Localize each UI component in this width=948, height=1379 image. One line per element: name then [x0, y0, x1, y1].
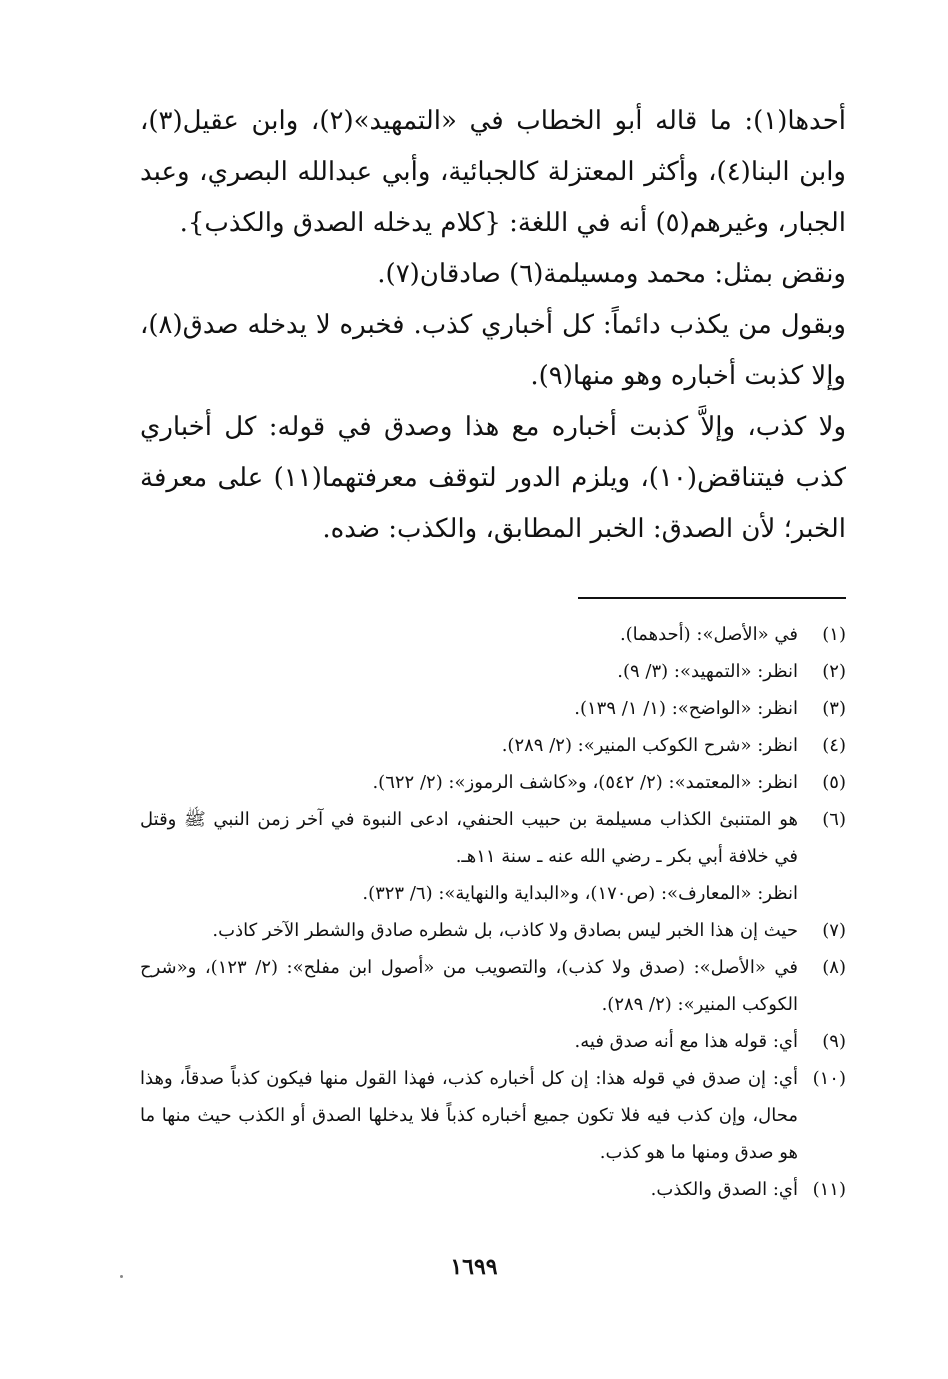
footnote	[140, 801, 846, 875]
footnote-number: (٣)	[822, 698, 846, 719]
footnote-text: حيث إن هذا الخبر ليس بصادق ولا كاذب، بل شطره صادق والشطر الآخر كاذب.	[212, 920, 798, 941]
footnote	[140, 949, 846, 1023]
footnote-number: (٧)	[822, 920, 846, 941]
footnote-separator	[578, 597, 846, 599]
paragraph: أحدها(١): ما قاله أبو الخطاب في «التمهيد»(٢)، وابن عقيل(٣)، وابن البنا(٤)، وأكثر المعتزلة كالجبائية، وأبي عبدالله البصري، وعبد الجبار، وغيرهم(٥) أنه في اللغة: {كلام يدخله الصدق والكذب}.	[140, 106, 846, 238]
footnote-text: في «الأصل»: (أحدهما).	[619, 624, 798, 645]
footnote	[140, 912, 846, 949]
page-number: ١٦٩٩	[450, 1254, 498, 1280]
footnote-number: (١١)	[812, 1179, 846, 1200]
footnote-text: انظر: «التمهيد»: (٣/ ٩).	[617, 661, 798, 682]
footnote	[140, 690, 846, 727]
paragraph: ونقض بمثل: محمد ومسيلمة(٦) صادقان(٧).	[377, 259, 846, 289]
footnote-continuation	[140, 875, 846, 912]
footnote-text: أي: إن صدق في قوله هذا: إن كل أخباره كذب، فهذا القول منها فيكون كذباً صدقاً، وهذا محال، وإن كذب فيه فلا تكون جميع أخباره كذباً فلا يدخلها الصدق أو الكذب حيث منها ما هو صدق ومنها ما هو كذب.	[140, 1068, 798, 1163]
footnote	[140, 653, 846, 690]
paragraph: وبقول من يكذب دائماً: كل أخباري كذب. فخبره لا يدخله صدق(٨)، وإلا كذبت أخباره وهو منها(٩).	[140, 310, 846, 391]
footnote	[140, 616, 846, 653]
footnote-text: انظر: «الواضح»: (١/ ١/ ١٣٩).	[574, 698, 798, 719]
footnote-text: أي: قوله هذا مع أنه صدق فيه.	[574, 1031, 798, 1052]
footnote-text: انظر: «المعارف»: (ص١٧٠)، و«البداية والنهاية»: (٦/ ٣٢٣).	[362, 883, 798, 904]
footnote-number: (١٠)	[812, 1068, 846, 1089]
footnote	[140, 1023, 846, 1060]
footnote-text: في «الأصل»: (صدق ولا كذب)، والتصويب من «أصول ابن مفلح»: (٢/ ١٢٣)، و«شرح الكوكب المنير»: (٢/ ٢٨٩).	[140, 957, 798, 1015]
footnote-text: انظر: «المعتمد»: (٢/ ٥٤٢)، و«كاشف الرموز»: (٢/ ٦٢٢).	[372, 772, 798, 793]
main-text	[140, 96, 846, 555]
footnote-text: هو المتنبئ الكذاب مسيلمة بن حبيب الحنفي، ادعى النبوة في آخر زمن النبي ﷺ وقتل في خلافة أبي بكر ـ رضي الله عنه ـ سنة ١١هـ.	[140, 809, 798, 867]
footnote-number: (٨)	[822, 957, 846, 978]
footnote	[140, 727, 846, 764]
footnote-number: (٩)	[822, 1031, 846, 1052]
paragraph: ولا كذب، وإلاَّ كذبت أخباره مع هذا وصدق في قوله: كل أخباري كذب فيتناقض(١٠)، ويلزم الدور لتوقف معرفتهما(١١) على معرفة الخبر؛ لأن الصدق: الخبر المطابق، والكذب: ضده.	[140, 412, 846, 544]
footnote	[140, 1060, 846, 1171]
footnote-number: (٢)	[822, 661, 846, 682]
footnote-number: (٦)	[822, 809, 846, 830]
footnote-number: (٥)	[822, 772, 846, 793]
footnote-text: أي: الصدق والكذب.	[650, 1179, 798, 1200]
footnote-number: (١)	[822, 624, 846, 645]
footnote	[140, 764, 846, 801]
footnote	[140, 1171, 846, 1208]
footnotes	[140, 616, 846, 1208]
footnote-number: (٤)	[822, 735, 846, 756]
footnote-number	[798, 875, 846, 912]
footnote-text: انظر: «شرح الكوكب المنير»: (٢/ ٢٨٩).	[501, 735, 798, 756]
